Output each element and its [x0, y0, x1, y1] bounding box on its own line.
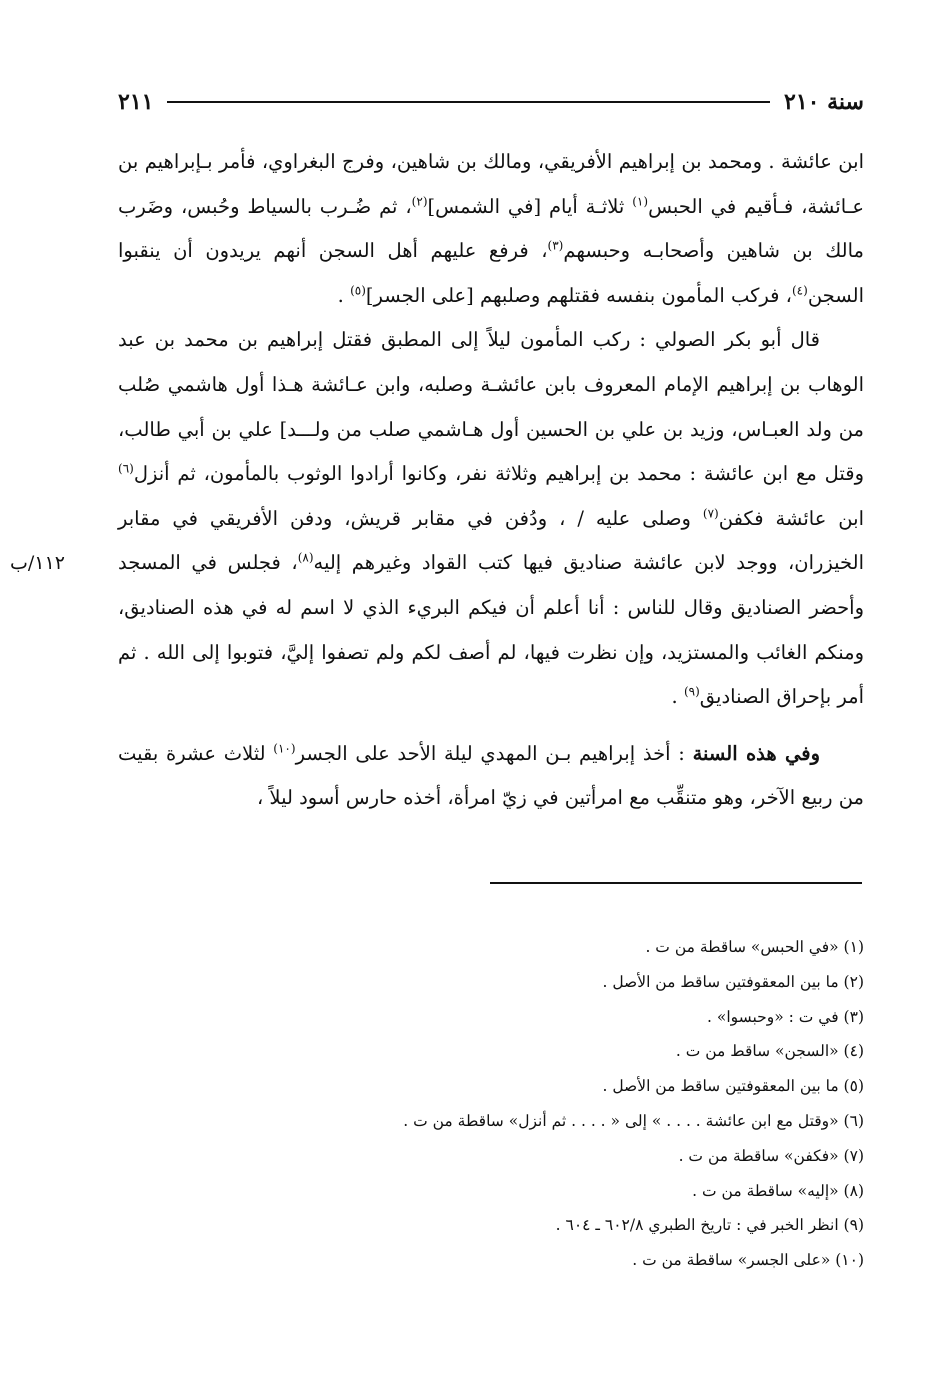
footnotes-list	[118, 930, 864, 1278]
text-run: ، فركب المأمون بنفسه فقتلهم وصلبهم [على الجسر]	[365, 283, 792, 307]
footnote-marker: (٥)	[350, 283, 366, 298]
footnote-marker: (٤)	[791, 283, 808, 298]
text-run: قال أبو بكر الصولي : ركب المأمون ليلاً إلى المطبق فقتل إبراهيم بن محمد بن عبد الوهاب بن إبراهيم الإمام المعروف بابن عائشـة وصلبه، وابن عـائشة هـذا أول هاشمي صُلب من ولد العبـاس، وزيد بن علي بن الحسين أول هـاشمي صلب من ولـــد] علي بن أبي طالب، وقتل مع ابن عائشة : محمد بن إبراهيم وثلاثة نفر، وكانوا أرادوا الوثوب بالمأمون، ثم أنزل	[118, 328, 864, 486]
text-run: .	[671, 685, 684, 709]
footnote-marker: (١٠)	[273, 741, 296, 756]
text-run: .	[337, 283, 351, 307]
text-run: ابن عائشة . ومحمد بن إبراهيم الأفريقي، ومالك بن شاهين، وفرج البغراوي، فأمر بـإبراهيم بن عـائشة، فـأقيم في الحبس	[118, 150, 864, 218]
text-run: ، ثم ضُـرب بالسياط وحُبس، وضَرب مالك بن شاهين وأصحابـه وحبسهم	[118, 194, 864, 263]
footnote: (٣) في ت : «وحبسوا» .	[707, 1007, 864, 1026]
header-rule	[167, 101, 770, 103]
footnote: (٢) ما بين المعقوفتين ساقط من الأصل .	[602, 972, 864, 991]
page-header	[118, 82, 864, 122]
text-run: : أخذ إبراهيم بـن المهدي ليلة الأحد على الجسر	[295, 741, 693, 765]
footnote-marker: (٢)	[411, 194, 428, 209]
footnote: (١) «في الحبس» ساقطة من ت .	[645, 938, 864, 956]
text-run: ، فجلس في المسجد وأحضر الصناديق وقال للناس : أنا أعلم أن فيكم البريء الذي لا اسم له في هذه الصناديق، ومنكم الغائب والمستزيد، وإن نظرت فيها، لم أصف لكم ولم تصفوا إليَّ، فتوبوا إلى الله . ثم أمر بإحراق الصناديق	[118, 551, 864, 709]
footnote: (٤) «السجن» ساقط من ت .	[675, 1042, 864, 1061]
footnote-marker: (٦)	[118, 461, 134, 476]
footnote-marker: (٩)	[683, 684, 700, 699]
footnote-marker: (٨)	[297, 550, 314, 565]
text-run: ابن عائشة فكفن	[718, 506, 864, 530]
text-run: ثلاثـة أيام [في الشمس]	[427, 194, 633, 218]
footnote-marker: (١)	[632, 194, 649, 209]
paragraph-3	[118, 732, 864, 821]
section-lead: وفي هذه السنة	[692, 741, 820, 765]
footnote-rule	[490, 882, 862, 884]
footnote-marker: (٧)	[702, 506, 719, 521]
text-run: لثلاث عشرة بقيت من ربيع الآخر، وهو متنقِّب مع امرأتين في زيّ امرأة، أخذه حارس أسود ليلاً ،	[118, 741, 864, 810]
running-head-year: سنة ٢١٠	[784, 89, 864, 115]
footnote-marker: (٣)	[547, 238, 564, 253]
margin-folio-reference: ١١٢/ب	[10, 552, 65, 574]
text-run: وصلى عليه / ، ودُفن في مقابر قريش، ودفن الأفريقي في مقابر الخيزران، ووجد لابن عائشة صناديق فيها كتب القواد وغيرهم إليه	[118, 506, 864, 575]
footnote: (٧) «فكفن» ساقطة من ت .	[678, 1146, 864, 1165]
footnote: (١٠) «على الجسر» ساقطة من ت .	[632, 1251, 864, 1270]
text-run: ، فرفع عليهم أهل السجن أنهم يريدون أن ينقبوا السجن	[118, 239, 864, 307]
footnote: (٥) ما بين المعقوفتين ساقط من الأصل .	[602, 1077, 864, 1096]
paragraph-2	[118, 318, 864, 719]
footnote: (٩) انظر الخبر في : تاريخ الطبري ٦٠٢/٨ ـ ٦٠٤ .	[555, 1216, 864, 1235]
footnote: (٨) «إليه» ساقطة من ت .	[692, 1181, 864, 1200]
paragraph-1	[118, 140, 864, 318]
page-number: ٢١١	[118, 89, 154, 115]
main-text	[118, 140, 864, 821]
footnote: (٦) «وقتل مع ابن عائشة . . . . » إلى « . . . . ثم أنزل» ساقطة من ت .	[403, 1111, 864, 1130]
